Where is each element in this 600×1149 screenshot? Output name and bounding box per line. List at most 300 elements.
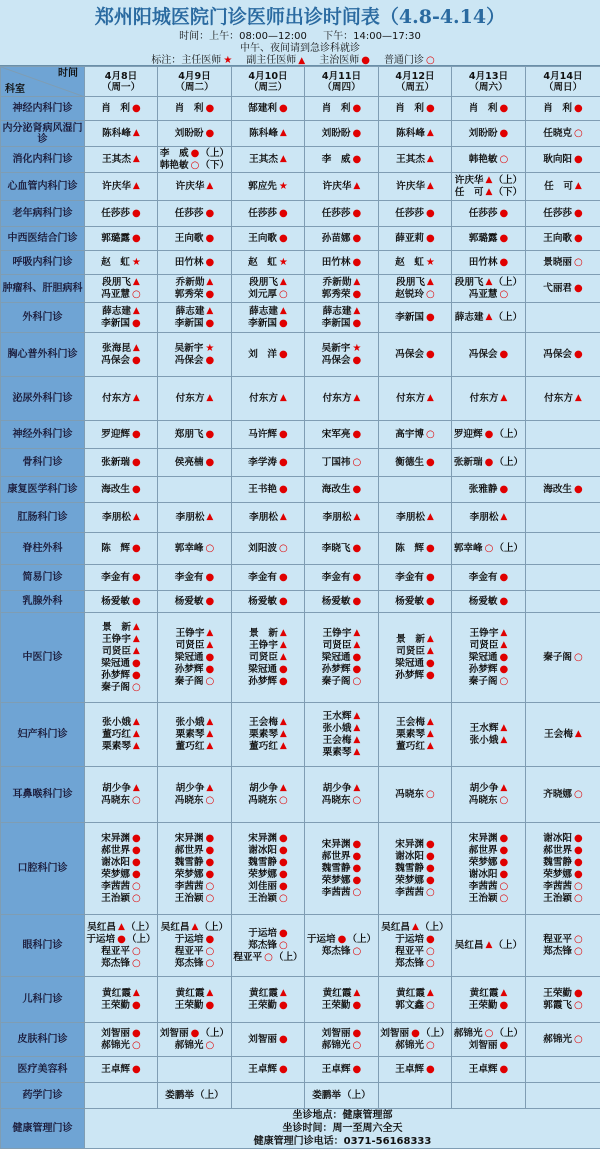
doctor-entry: [305, 343, 378, 355]
doctor-entry: [158, 795, 231, 807]
doctor-entry: [158, 946, 231, 958]
circle-icon: ○: [426, 947, 435, 956]
doctor-name: 冯晓东: [322, 795, 351, 807]
doctor-name: 胡少争: [323, 783, 352, 795]
session-label: （上）: [494, 429, 523, 441]
table-row: [1, 275, 600, 303]
triangle-icon: ▲: [353, 629, 360, 638]
dot-icon: ●: [500, 1001, 509, 1010]
schedule-cell: [85, 915, 158, 977]
schedule-cell: [452, 227, 526, 251]
doctor-name: 司贤臣: [396, 646, 425, 658]
table-row: [1, 121, 600, 147]
dot-icon: ●: [353, 129, 362, 138]
doctor-entry: [85, 922, 157, 934]
doctor-name: 肖 利: [469, 103, 498, 115]
doctor-entry: [305, 851, 378, 863]
doctor-entry: [85, 1028, 157, 1040]
doctor-entry: [85, 658, 157, 670]
dot-icon: ●: [132, 234, 141, 243]
circle-icon: ○: [206, 796, 215, 805]
doctor-entry: [379, 1064, 451, 1076]
schedule-cell: [158, 275, 232, 303]
dot-icon: ●: [485, 458, 494, 467]
circle-icon: ○: [132, 683, 141, 692]
triangle-icon: ▲: [206, 278, 213, 287]
dot-icon: ●: [353, 852, 362, 861]
schedule-cell: [232, 121, 305, 147]
doctor-entry: [305, 484, 378, 496]
schedule-cell: [85, 767, 158, 823]
doctor-entry: [305, 664, 378, 676]
schedule-cell: [452, 121, 526, 147]
doctor-name: 付东方: [102, 393, 131, 405]
doctor-entry: [85, 857, 157, 869]
doctor-name: 于运培: [86, 934, 115, 946]
doctor-entry: [452, 187, 525, 199]
dot-icon: ●: [279, 458, 288, 467]
dot-icon: ●: [574, 834, 583, 843]
doctor-entry: [232, 869, 304, 881]
doctor-name: 许庆华: [102, 181, 131, 193]
doctor-name: 张小娥: [176, 717, 205, 729]
doctor-name: 孙梦辉: [175, 664, 204, 676]
table-row: [1, 477, 600, 503]
triangle-icon: ▲: [206, 394, 213, 403]
doctor-name: 衡德生: [395, 457, 424, 469]
doctor-entry: [379, 154, 451, 166]
table-row: [1, 503, 600, 533]
day-date: 4月11日: [305, 71, 378, 82]
doctor-name: 景 新: [396, 634, 425, 646]
circle-icon: ○: [426, 290, 435, 299]
schedule-cell: [232, 703, 305, 767]
legend-line: [0, 51, 600, 66]
doctor-name: 谢冰阳: [469, 869, 498, 881]
doctor-entry: [452, 312, 525, 324]
doctor-name: 肖 利: [175, 103, 204, 115]
triangle-icon: ▲: [133, 647, 140, 656]
schedule-cell: [526, 275, 600, 303]
doctor-name: 王书艳: [248, 484, 277, 496]
doctor-entry: [305, 946, 378, 958]
schedule-cell: [305, 477, 379, 503]
doctor-entry: [452, 233, 525, 245]
doctor-entry: [379, 103, 451, 115]
triangle-icon: ▲: [353, 736, 360, 745]
doctor-entry: [452, 349, 525, 361]
triangle-icon: ▲: [500, 641, 507, 650]
doctor-name: 郝锦光: [454, 1028, 483, 1040]
table-row: [1, 251, 600, 275]
circle-icon: ○: [206, 1041, 215, 1050]
doctor-entry: [232, 1064, 304, 1076]
dot-icon: ●: [426, 864, 435, 873]
doctor-entry: [305, 233, 378, 245]
dot-icon: ●: [574, 284, 583, 293]
doctor-name: 郭文鑫: [395, 1000, 424, 1012]
doctor-entry: [379, 572, 451, 584]
doctor-entry: [158, 729, 231, 741]
day-header-1: [85, 67, 158, 97]
doctor-entry: [158, 676, 231, 688]
schedule-cell: [379, 767, 452, 823]
schedule-cell: [158, 533, 232, 565]
dot-icon: ●: [353, 1001, 362, 1010]
schedule-cell: [232, 303, 305, 333]
triangle-icon: ▲: [575, 394, 582, 403]
doctor-name: 冯晓东: [101, 795, 130, 807]
dot-icon: ●: [500, 653, 509, 662]
health-line: 坐诊地点：健康管理部: [85, 1109, 600, 1122]
doctor-name: 司贤臣: [176, 640, 205, 652]
doctor-name: 陈科峰: [396, 128, 425, 140]
doctor-entry: [305, 543, 378, 555]
day-date: 4月12日: [379, 71, 451, 82]
doctor-name: 郝锦光: [322, 1040, 351, 1052]
dot-icon: ●: [574, 155, 583, 164]
doctor-name: 李 威: [160, 148, 189, 160]
dept-name: 内分泌肾病风湿门诊: [1, 121, 85, 147]
day-header-7: [526, 67, 600, 97]
doctor-name: 薛志建: [323, 306, 352, 318]
doctor-entry: [526, 208, 600, 220]
doctor-name: 冯晓东: [469, 795, 498, 807]
triangle-icon: ▲: [575, 182, 582, 191]
triangle-icon: ▲: [412, 923, 419, 932]
doctor-entry: [85, 393, 157, 405]
circle-icon: ○: [426, 56, 435, 65]
circle-icon: ○: [500, 290, 509, 299]
doctor-name: 司贤臣: [323, 640, 352, 652]
table-row: [1, 613, 600, 703]
doctor-entry: [232, 233, 304, 245]
dot-icon: ●: [574, 104, 583, 113]
doctor-entry: [526, 154, 600, 166]
doctor-entry: [158, 1028, 231, 1040]
doctor-name: 刘元厚: [248, 289, 277, 301]
circle-icon: ○: [500, 882, 509, 891]
schedule-cell: [452, 1057, 526, 1083]
dot-icon: ●: [279, 665, 288, 674]
dept-name: 肛肠科门诊: [1, 503, 85, 533]
day-date: 4月8日: [85, 71, 157, 82]
schedule-cell: [379, 303, 452, 333]
schedule-cell: [379, 251, 452, 275]
day-week: （周五）: [379, 82, 451, 93]
doctor-name: 吴红昌: [87, 922, 116, 934]
dept-name: 耳鼻喉科门诊: [1, 767, 85, 823]
doctor-name: 海改生: [101, 484, 130, 496]
doctor-entry: [305, 306, 378, 318]
doctor-entry: [526, 833, 600, 845]
doctor-entry: [158, 233, 231, 245]
schedule-cell: [452, 333, 526, 377]
doctor-name: 王卓辉: [322, 1064, 351, 1076]
schedule-cell: [85, 377, 158, 421]
triangle-icon: ▲: [427, 394, 434, 403]
doctor-name: 郜建利: [248, 103, 277, 115]
doctor-name: 郑杰锋: [248, 940, 277, 952]
dot-icon: ●: [117, 935, 126, 944]
doctor-name: 王会梅: [249, 717, 278, 729]
triangle-icon: ▲: [353, 513, 360, 522]
schedule-cell: [379, 449, 452, 477]
doctor-name: 田竹林: [175, 257, 204, 269]
doctor-entry: [158, 717, 231, 729]
doctor-entry: [452, 1040, 525, 1052]
doctor-name: 梁冠通: [101, 658, 130, 670]
doctor-name: 荣梦娜: [322, 875, 351, 887]
doctor-name: 乔新勋: [323, 277, 352, 289]
doctor-entry: [305, 887, 378, 899]
schedule-cell: [526, 533, 600, 565]
triangle-icon: ▲: [206, 718, 213, 727]
schedule-cell: [232, 591, 305, 613]
doctor-entry: [526, 857, 600, 869]
doctor-entry: [452, 881, 525, 893]
schedule-cell: [526, 823, 600, 915]
doctor-name: 韩艳敏: [160, 160, 189, 172]
doctor-entry: [452, 208, 525, 220]
doctor-entry: [305, 181, 378, 193]
schedule-cell: [305, 703, 379, 767]
schedule-cell: [305, 449, 379, 477]
doctor-name: 郑杰锋: [395, 958, 424, 970]
triangle-icon: ▲: [427, 718, 434, 727]
doctor-entry: [85, 845, 157, 857]
dot-icon: ●: [353, 155, 362, 164]
doctor-name: 郭秀荣: [322, 289, 351, 301]
session-label: （上）: [494, 457, 523, 469]
dept-name: 儿科门诊: [1, 977, 85, 1023]
dot-icon: ●: [279, 870, 288, 879]
triangle-icon: ▲: [353, 784, 360, 793]
doctor-name: 司贤臣: [249, 652, 278, 664]
triangle-icon: ▲: [206, 989, 213, 998]
doctor-name: 黄红霞: [396, 988, 425, 1000]
table-row: [1, 227, 600, 251]
doctor-entry: [452, 429, 525, 441]
doctor-entry: [379, 233, 451, 245]
triangle-icon: ▲: [206, 307, 213, 316]
session-label: （下）: [200, 160, 229, 172]
doctor-entry: [85, 233, 157, 245]
dot-icon: ●: [206, 846, 215, 855]
note-line: 中午、夜间请到急诊科就诊: [0, 39, 600, 54]
legend-item-4: 普通门诊 ○: [384, 55, 435, 66]
doctor-name: 司贤臣: [470, 640, 499, 652]
doctor-name: 冯亚慧: [101, 289, 130, 301]
doctor-name: 王治颖: [175, 893, 204, 905]
schedule-cell: [305, 147, 379, 173]
dot-icon: ●: [353, 258, 362, 267]
circle-icon: ○: [574, 653, 583, 662]
doctor-entry: [526, 128, 600, 140]
schedule-cell: [232, 767, 305, 823]
doctor-entry: [452, 277, 525, 289]
doctor-name: 梁冠通: [395, 658, 424, 670]
doctor-entry: [452, 833, 525, 845]
doctor-entry: [85, 670, 157, 682]
dot-icon: ●: [426, 350, 435, 359]
doctor-name: 王铮宇: [323, 628, 352, 640]
dot-icon: ●: [279, 846, 288, 855]
circle-icon: ○: [206, 677, 215, 686]
doctor-name: 李茜茜: [469, 881, 498, 893]
doctor-name: 程亚平: [395, 946, 424, 958]
dot-icon: ●: [132, 544, 141, 553]
dot-icon: ●: [353, 290, 362, 299]
dot-icon: ●: [500, 129, 509, 138]
health-row: [1, 1109, 600, 1149]
doctor-name: 杨爱敏: [322, 596, 351, 608]
schedule-cell: [158, 767, 232, 823]
doctor-name: 杨爱敏: [101, 596, 130, 608]
doctor-name: 王卓辉: [101, 1064, 130, 1076]
doctor-name: 郭璐露: [469, 233, 498, 245]
doctor-name: 景 新: [249, 628, 278, 640]
dot-icon: ●: [132, 659, 141, 668]
doctor-entry: [379, 128, 451, 140]
dept-name: 眼科门诊: [1, 915, 85, 977]
dot-icon: ●: [206, 129, 215, 138]
schedule-cell: [232, 251, 305, 275]
circle-icon: ○: [279, 290, 288, 299]
schedule-cell: [232, 503, 305, 533]
doctor-entry: [452, 869, 525, 881]
doctor-name: 吴新宇: [322, 343, 351, 355]
dot-icon: ●: [132, 458, 141, 467]
session-label: （上）: [494, 543, 523, 555]
schedule-cell: [85, 421, 158, 449]
doctor-name: 宋异渊: [175, 833, 204, 845]
schedule-cell: [232, 173, 305, 201]
doctor-entry: [85, 881, 157, 893]
doctor-entry: [85, 572, 157, 584]
schedule-cell: [526, 703, 600, 767]
doctor-entry: [232, 429, 304, 441]
schedule-cell: [526, 915, 600, 977]
circle-icon: ○: [574, 1001, 583, 1010]
header-row: [1, 67, 600, 97]
doctor-name: 段朋飞: [455, 277, 484, 289]
schedule-cell: [158, 823, 232, 915]
doctor-name: 谢冰阳: [248, 845, 277, 857]
circle-icon: ○: [426, 430, 435, 439]
dot-icon: ●: [132, 104, 141, 113]
doctor-name: 王向歌: [248, 233, 277, 245]
schedule-cell: [85, 591, 158, 613]
doctor-name: 杨爱敏: [175, 596, 204, 608]
doctor-name: 许庆华: [323, 181, 352, 193]
triangle-icon: ▲: [353, 748, 360, 757]
dot-icon: ●: [206, 935, 215, 944]
dot-icon: ●: [426, 234, 435, 243]
doctor-name: 王卓辉: [469, 1064, 498, 1076]
doctor-name: 李茜茜: [322, 887, 351, 899]
triangle-icon: ▲: [298, 57, 305, 66]
doctor-name: 孙梦辉: [101, 670, 130, 682]
time-line: 时间：上午：08:00—12:00 下午：14:00—17:30: [0, 27, 600, 42]
dot-icon: ●: [426, 852, 435, 861]
triangle-icon: ▲: [280, 718, 287, 727]
schedule-cell: [379, 591, 452, 613]
dot-icon: ●: [132, 209, 141, 218]
doctor-name: 宋军亮: [322, 429, 351, 441]
doctor-entry: [158, 512, 231, 524]
doctor-entry: [232, 640, 304, 652]
legend-prefix: 标注：: [151, 55, 181, 66]
doctor-name: 郭秀荣: [175, 289, 204, 301]
doctor-entry: [526, 893, 600, 905]
doctor-name: 薛志建: [249, 306, 278, 318]
triangle-icon: ▲: [353, 394, 360, 403]
doctor-entry: [158, 1040, 231, 1052]
doctor-name: 梁冠通: [248, 664, 277, 676]
dot-icon: ●: [206, 665, 215, 674]
day-week: （周日）: [526, 82, 600, 93]
dot-icon: ●: [353, 544, 362, 553]
schedule-cell: [158, 1083, 232, 1109]
star-icon: ★: [426, 258, 435, 267]
triangle-icon: ▲: [280, 989, 287, 998]
schedule-cell: [232, 477, 305, 503]
schedule-cell: [305, 97, 379, 121]
dot-icon: ●: [574, 870, 583, 879]
doctor-entry: [232, 893, 304, 905]
dept-name: 康复医学科门诊: [1, 477, 85, 503]
triangle-icon: ▲: [427, 989, 434, 998]
doctor-entry: [526, 181, 600, 193]
dot-icon: ●: [426, 104, 435, 113]
doctor-entry: [85, 355, 157, 367]
doctor-name: 谢冰阳: [395, 851, 424, 863]
schedule-cell: [379, 533, 452, 565]
doctor-entry: [232, 717, 304, 729]
schedule-cell: [452, 823, 526, 915]
schedule-cell: [85, 1057, 158, 1083]
doctor-entry: [158, 958, 231, 970]
schedule-cell: [232, 1023, 305, 1057]
dept-name: 妇产科门诊: [1, 703, 85, 767]
doctor-name: 冯保会: [395, 349, 424, 361]
schedule-cell: [158, 1057, 232, 1083]
doctor-name: 娄鹏举: [165, 1090, 194, 1102]
star-icon: ★: [352, 344, 361, 353]
dot-icon: ●: [426, 659, 435, 668]
circle-icon: ○: [485, 1029, 494, 1038]
schedule-cell: [526, 333, 600, 377]
doctor-entry: [305, 988, 378, 1000]
circle-icon: ○: [426, 959, 435, 968]
schedule-cell: [452, 97, 526, 121]
dot-icon: ●: [353, 840, 362, 849]
doctor-name: 王治颖: [248, 893, 277, 905]
doctor-entry: [526, 1000, 600, 1012]
doctor-name: 罗迎辉: [101, 429, 130, 441]
doctor-entry: [452, 783, 525, 795]
star-icon: ★: [223, 56, 232, 65]
doctor-entry: [452, 596, 525, 608]
circle-icon: ○: [574, 935, 583, 944]
table-row: [1, 449, 600, 477]
dept-name: 乳腺外科: [1, 591, 85, 613]
triangle-icon: ▲: [206, 784, 213, 793]
day-week: （周二）: [158, 82, 231, 93]
doctor-entry: [158, 277, 231, 289]
doctor-name: 许庆华: [455, 175, 484, 187]
